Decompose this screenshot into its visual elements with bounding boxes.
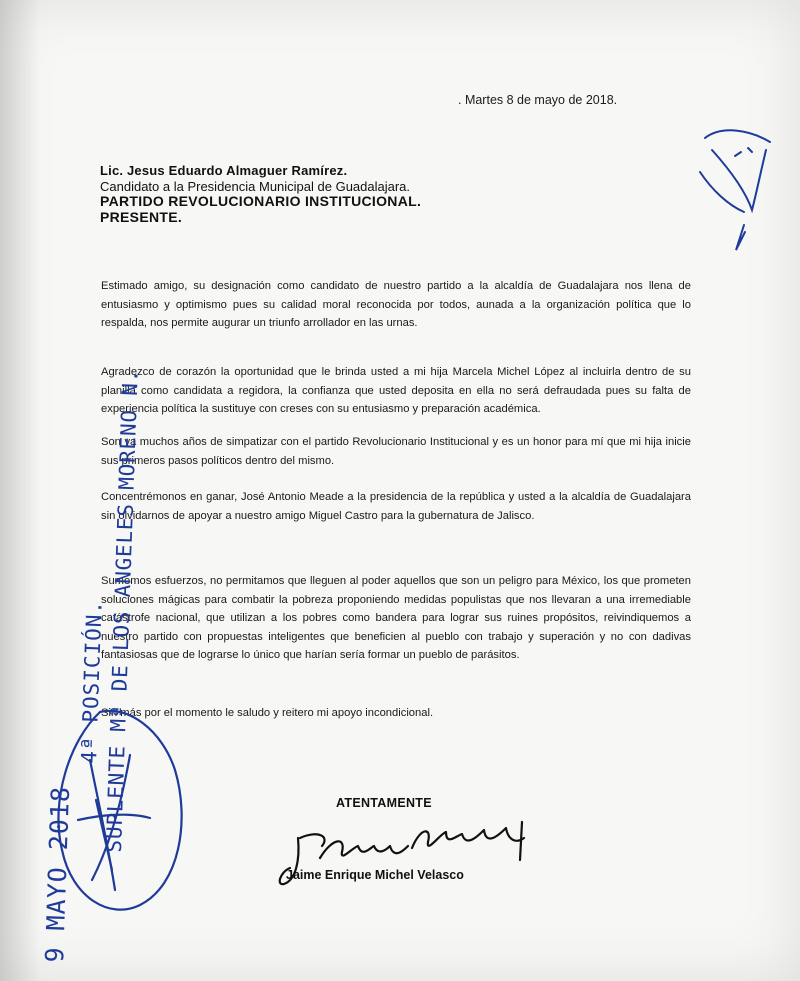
- addressee-party: PARTIDO REVOLUCIONARIO INSTITUCIONAL.: [100, 193, 422, 209]
- handwritten-margin-note: [40, 368, 143, 964]
- paragraph-gratitude: Agradezco de corazón la oportunidad que le brinda usted a mi hija Marcela Michel López al incluirla dentro de su planilla como candidata a regidora, la confianza que usted deposita en ella no será defraudada pues su falta de experiencia política la sustituye con creses con su entusiasmo y preparación académica.: [101, 366, 691, 415]
- paragraph-efforts: Sumemos esfuerzos, no permitamos que lleguen al poder aquellos que son un peligro para México, los que prometen soluciones mágicas para combatir la pobreza proponiendo medidas populistas que nos llevaran a una irremediable catástrofe nacional, que utilizan a los pobres como bandera para lograr sus ruines propósitos, reivindiquemos a nuestro partido con propuestas inteligentes que beneficien al pueblo con trabajo y superación y no con dadivas fantasiosas que de lograrse lo único que harían sería formar un pueblo de parásitos.: [101, 575, 691, 661]
- paragraph-party-years: Son ya muchos años de simpatizar con el partido Revolucionario Institucional y es un honor para mí que mi hija inicie sus primeros pasos políticos dentro del mismo.: [101, 436, 691, 467]
- addressee-role: Candidato a la Presidencia Municipal de Guadalajara.: [100, 178, 411, 194]
- addressee-presente: PRESENTE.: [100, 208, 183, 225]
- addressee-name: Lic. Jesus Eduardo Almaguer Ramírez.: [100, 163, 348, 178]
- note-substitute: SUPLENTE Mª DE LOS ANGELES MORENO N.: [101, 368, 143, 853]
- signature-scribble: [280, 822, 524, 884]
- paragraph-greeting: Estimado amigo, su designación como candidato de nuestro partido a la alcaldía de Guadalajara nos llena de entusiasmo y optimismo pues su calidad moral reconocida por todos, aunada a la organización política que lo respalda, nos permite augurar un triunfo arrollador en las urnas.: [101, 280, 691, 329]
- closing-atentamente: ATENTAMENTE: [336, 796, 432, 810]
- note-position: 4ª POSICIÓN.: [76, 599, 107, 765]
- top-right-check-mark: [700, 130, 770, 250]
- note-date: 9 MAYO 2018: [40, 785, 76, 964]
- signer-name: Jaime Enrique Michel Velasco: [286, 868, 464, 882]
- paragraph-farewell: Sin más por el momento le saludo y reitero mi apoyo incondicional.: [101, 707, 434, 719]
- paragraph-concentrate: Concentrémonos en ganar, José Antonio Meade a la presidencia de la república y usted a la alcaldía de Guadalajara sin olvidarnos de apoyar a nuestro amigo Miguel Castro para la gubernatura de Jalisco.: [101, 491, 691, 522]
- letter-date: . Martes 8 de mayo de 2018.: [458, 93, 618, 107]
